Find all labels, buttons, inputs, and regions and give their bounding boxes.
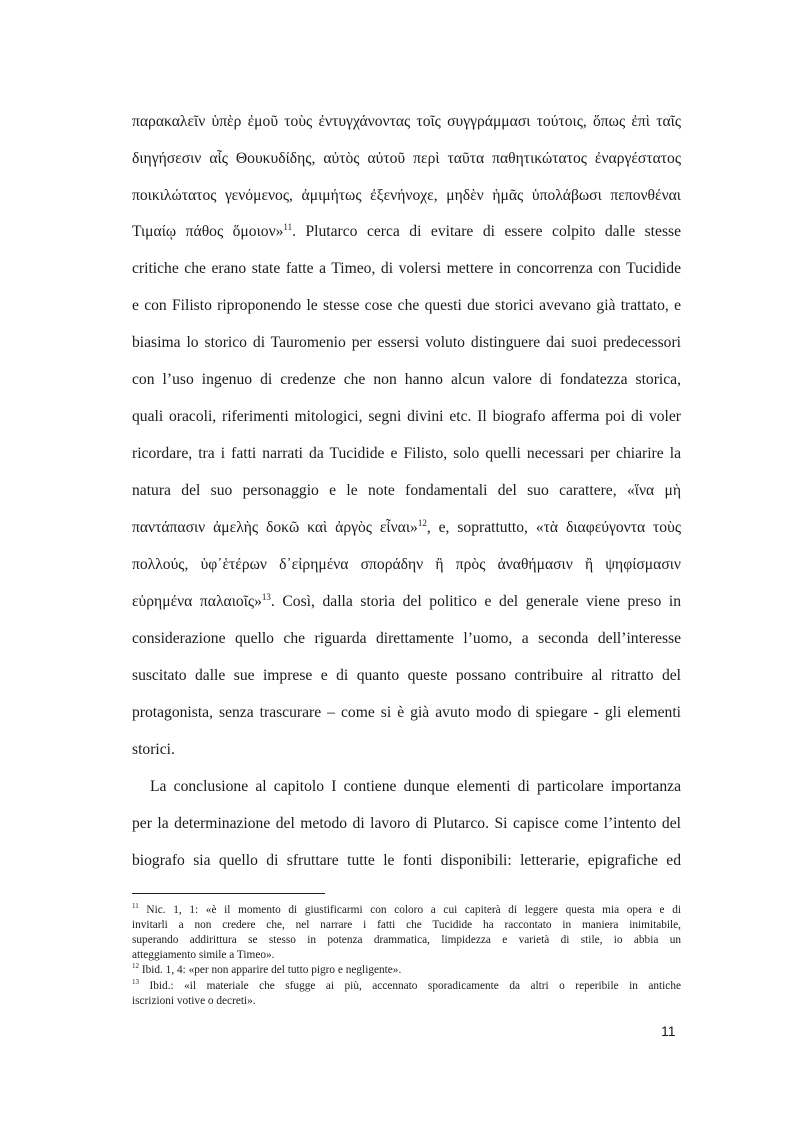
footnote-marker: 11 bbox=[132, 902, 139, 911]
footnote-11 bbox=[132, 903, 681, 917]
greek-quote-end: εὑρημένα παλαιοῖς» bbox=[132, 593, 262, 610]
footnote-ref-12[interactable]: 12 bbox=[417, 517, 427, 528]
body-line bbox=[132, 518, 681, 538]
body-line: biasima lo storico di Tauromenio per essersi voluto distinguere dai suoi predecessori bbox=[132, 334, 681, 351]
body-line-text: , e, soprattutto, «τὰ διαφεύγοντα τοὺς bbox=[426, 519, 681, 536]
footnote-text: Nic. 1, 1: «è il momento di giustificarmi con coloro a cui capiterà di leggere questa mia opera e di bbox=[146, 904, 682, 916]
footnote-line: invitarli a non credere che, nel narrare i fatti che Tucidide ha raccontato in maniera inimitabile, bbox=[132, 919, 681, 931]
body-line: critiche che erano state fatte a Timeo, di volersi mettere in concorrenza con Tucidide bbox=[132, 260, 681, 277]
footnote-line: atteggiamento simile a Timeo». bbox=[132, 949, 275, 961]
body-line: παρακαλεῖν ὑπὲρ ἐμοῦ τοὺς ἐντυγχάνοντας τοῖς συγγράμμασι τούτοις, ὅπως ἐπὶ ταῖς bbox=[132, 113, 681, 130]
body-line: La conclusione al capitolo I contiene dunque elementi di particolare importanza bbox=[150, 778, 681, 795]
body-line: διηγήσεσιν αἷς Θουκυδίδης, αὐτὸς αὐτοῦ περὶ ταῦτα παθητικώτατος ἐναργέστατος bbox=[132, 150, 681, 167]
body-line: quali oracoli, riferimenti mitologici, segni divini etc. Il biografo afferma poi di voler bbox=[132, 408, 681, 425]
body-line: per la determinazione del metodo di lavoro di Plutarco. Si capisce come l’intento del bbox=[132, 815, 681, 832]
footnote-13 bbox=[132, 979, 681, 993]
body-line bbox=[132, 592, 681, 612]
body-line: e con Filisto riproponendo le stesse cose che questi due storici avevano già trattato, e bbox=[132, 297, 681, 314]
footnote-line: superando addirittura se stesso in potenza drammatica, limpidezza e varietà di stile, io abbia un bbox=[132, 934, 681, 946]
body-line: ποικιλώτατος γενόμενος, ἀμιμήτως ἐξενήνοχε, μηδὲν ἡμᾶς ὑπολάβωσι πεπονθέναι bbox=[132, 187, 681, 204]
body-line: Τιμαίῳ πάθος ὅμοιον»$^{11}$. Plutarco cerca di evitare di essere colpito dalle stesse bbox=[132, 221, 681, 240]
body-line: protagonista, senza trascurare – come si è già avuto modo di spiegare - gli elementi bbox=[132, 704, 681, 721]
body-line: considerazione quello che riguarda direttamente l’uomo, a seconda dell’interesse bbox=[132, 630, 681, 647]
footnote-ref-13[interactable]: 13 bbox=[261, 591, 271, 602]
body-line: con l’uso ingenuo di credenze che non hanno alcun valore di fondatezza storica, bbox=[132, 371, 681, 388]
body-line: storici. bbox=[132, 741, 175, 758]
body-line: biografo sia quello di sfruttare tutte le fonti disponibili: letterarie, epigrafiche ed bbox=[132, 852, 681, 869]
body-line: natura del suo personaggio e le note fondamentali del suo carattere, «ἵνα μὴ bbox=[132, 482, 681, 499]
body-line: ricordare, tra i fatti narrati da Tucidide e Filisto, solo quelli necessari per chiarire la bbox=[132, 445, 681, 462]
footnote-marker: 12 bbox=[132, 962, 139, 971]
footnote-line: iscrizioni votive o decreti». bbox=[132, 995, 256, 1007]
footnote-separator bbox=[132, 893, 325, 894]
body-line-text: Plutarco cerca di evitare di essere colpito dalle stesse bbox=[305, 223, 681, 240]
body-line: πολλούς, ὑφ᾽ἑτέρων δ᾽εἰρημένα σποράδην ἢ πρὸς ἀναθήμασιν ἢ ψηφίσμασιν bbox=[132, 556, 681, 573]
footnote-text: Ibid. 1, 4: «per non apparire del tutto pigro e negligente». bbox=[141, 964, 402, 976]
footnote-ref-11[interactable]: 11 bbox=[283, 221, 293, 232]
page-number: 11 bbox=[661, 1023, 676, 1039]
body-line-text: . Così, dalla storia del politico e del generale viene preso in bbox=[270, 593, 681, 610]
footnote-text: Ibid.: «il materiale che sfugge ai più, accennato sporadicamente da altri o reperibile in antiche bbox=[149, 980, 681, 992]
body-line: suscitato dalle sue imprese e di quanto queste possano contribuire al ritratto del bbox=[132, 667, 681, 684]
greek-quote-end: Τιμαίῳ πάθος ὅμοιον» bbox=[132, 223, 284, 240]
footnote-12 bbox=[132, 963, 681, 977]
greek-quote-end: παντάπασιν ἀμελὴς δοκῶ καὶ ἀργὸς εἶναι» bbox=[132, 519, 418, 536]
footnote-marker: 13 bbox=[132, 978, 139, 987]
